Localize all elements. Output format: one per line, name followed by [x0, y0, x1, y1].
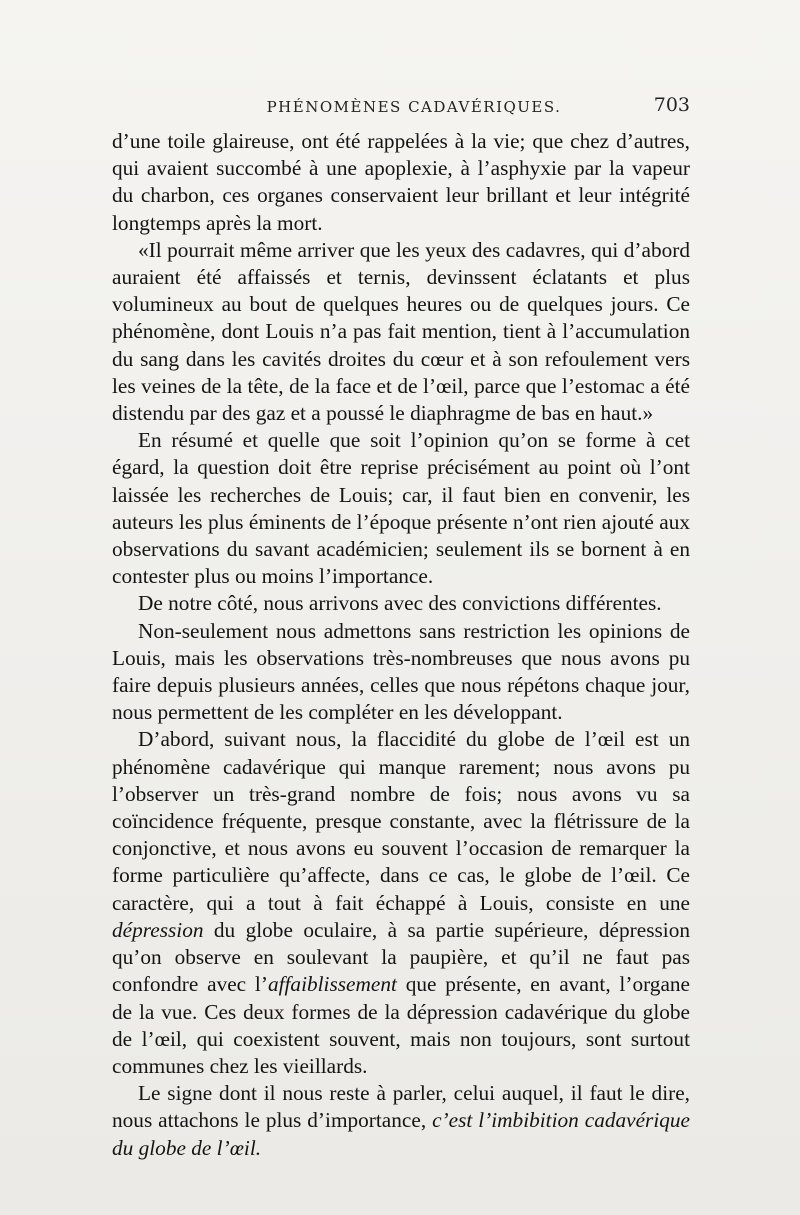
paragraph-imbibition	[112, 1080, 690, 1162]
paragraph-summary: En résumé et quelle que soit l’opinion qu’on se forme à cet égard, la question doit être reprise précisément au point où l’ont laissée les recherches de Louis; car, il faut bien en convenir, les auteurs les plus éminents de l’époque présente n’ont rien ajouté aux observations du savant académicien; seulement ils se bornent à en contester plus ou moins l’importance.	[112, 428, 690, 589]
emphasis-imbibition: c’est l’imbibition cadavérique du globe de l’œil.	[112, 1108, 690, 1160]
text-run: que présente, en avant, l’organe de la vue. Ces deux formes de la dépression cadavérique du globe de l’œil, qui coexistent souvent, mais non toujours, sont surtout communes chez les vieillards.	[112, 972, 690, 1078]
text-run: Le signe dont il nous reste à parler, celui auquel, il faut le dire, nous attachons le plus d’importance,	[112, 1081, 690, 1133]
emphasis-affaiblissement: affaiblissement	[267, 972, 397, 997]
paragraph-continuation: d’une toile glaireuse, ont été rappelées à la vie; que chez d’autres, qui avaient succombé à une apoplexie, à l’asphyxie par la vapeur du charbon, ces organes conservaient leur brillant et leur intégrité longtemps après la mort.	[112, 129, 690, 235]
text-run: D’abord, suivant nous, la flaccidité du globe de l’œil est un phénomène cadavérique qui manque rarement; nous avons pu l’observer un très-grand nombre de fois; nous avons vu sa coïncidence fréquente, presque constante, avec la flétrissure de la conjonctive, et nous avons eu souvent l’occasion de remarquer la forme particulière qu’affecte, dans ce cas, le globe de l’œil. Ce caractère, qui a tout à fait échappé à Louis, consiste en une	[112, 727, 690, 915]
text-run: du globe oculaire, à sa partie supérieure, dépression qu’on observe en soulevant la paupière, et qu’il ne faut pas confondre avec l’	[112, 917, 690, 997]
emphasis-depression: dépression	[112, 917, 204, 942]
paragraph-convictions: De notre côté, nous arrivons avec des convictions différentes.	[138, 591, 662, 616]
page-number: 703	[653, 94, 690, 116]
paragraph-flaccidity	[112, 726, 690, 1080]
paragraph-observations: Non-seulement nous admettons sans restriction les opinions de Louis, mais les observations très-nombreuses que nous avons pu faire depuis plusieurs années, celles que nous répétons chaque jour, nous permettent de les compléter en les développant.	[112, 618, 690, 725]
body-text	[112, 128, 690, 1162]
paragraph-quote: «Il pourrait même arriver que les yeux des cadavres, qui d’abord auraient été affaissés et ternis, devinssent éclatants et plus volumineux au bout de quelques heures ou de quelques jours. Ce phénomène, dont Louis n’a pas fait mention, tient à l’accumulation du sang dans les cavités droites du cœur et à son refoulement vers les veines de la tête, de la face et de l’œil, parce que l’estomac a été distendu par des gaz et a poussé le diaphragme de bas en haut.»	[112, 237, 690, 426]
running-head: PHÉNOMÈNES CADAVÉRIQUES.	[266, 98, 562, 116]
page-header	[110, 92, 690, 122]
